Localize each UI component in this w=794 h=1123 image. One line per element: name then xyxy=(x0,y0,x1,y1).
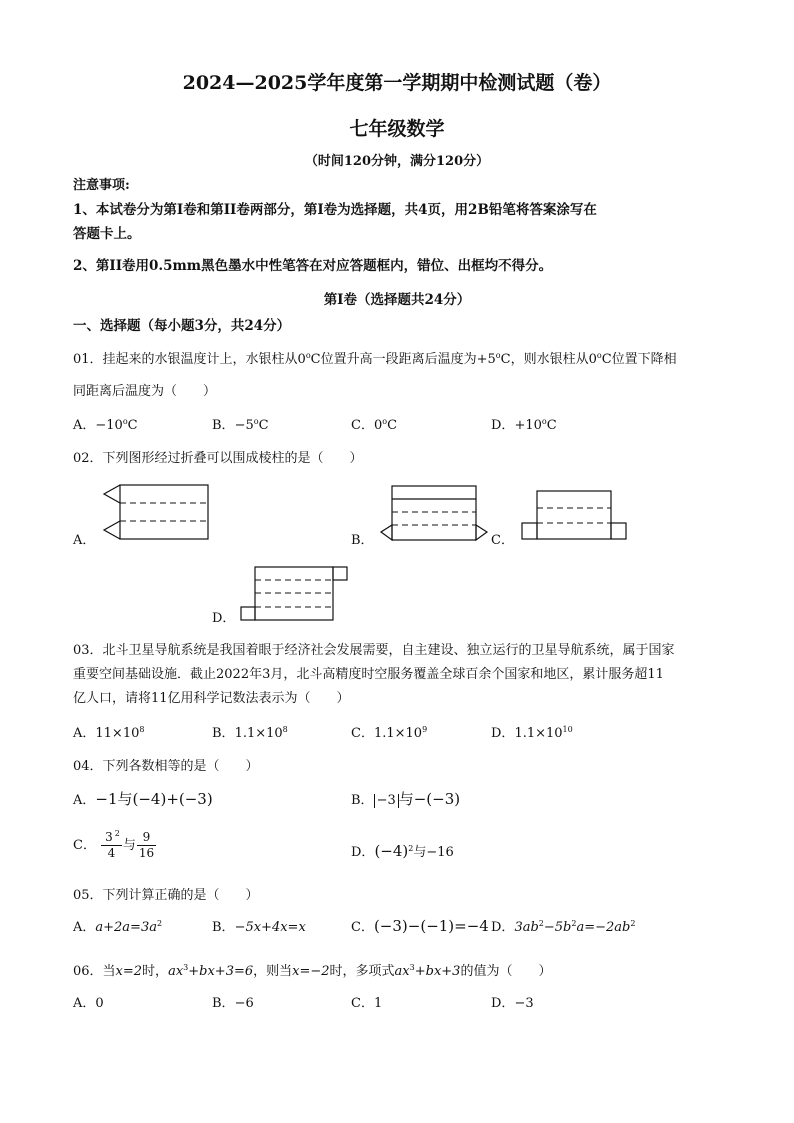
q4-option-c[interactable] xyxy=(73,830,157,861)
option-value: 0 xyxy=(95,996,104,1011)
prism-net-c[interactable] xyxy=(520,490,630,542)
option-label: B． xyxy=(351,793,374,808)
q1-plus-five: +5 xyxy=(476,352,496,367)
q1-option-a[interactable] xyxy=(73,414,138,433)
term: a=−2ab xyxy=(576,920,631,935)
q6-text: 时， xyxy=(142,964,169,979)
option-label: A． xyxy=(73,996,96,1011)
option-value: −3 xyxy=(514,996,534,1011)
option-label: C． xyxy=(351,418,374,433)
q2-option-c-label[interactable]: C． xyxy=(491,533,514,548)
option-base: (−4) xyxy=(374,842,409,860)
q1-text-a: 01．挂起来的水银温度计上，水银柱从 xyxy=(73,352,298,367)
section-heading: 一、选择题（每小题3分，共24分） xyxy=(73,318,291,334)
option-label: C． xyxy=(73,838,96,853)
option-label: B． xyxy=(212,996,235,1011)
prism-net-b[interactable] xyxy=(378,484,490,544)
q3-option-b[interactable] xyxy=(212,722,288,741)
q3-option-a[interactable] xyxy=(73,722,144,741)
option-base: 1.1×10 xyxy=(234,726,283,741)
q6-text: ，则当 xyxy=(253,964,293,979)
triangle-face xyxy=(104,521,120,539)
question-2: 02．下列图形经过折叠可以围成棱柱的是（ ） xyxy=(73,451,363,466)
q6-exponent: 3 xyxy=(409,963,415,972)
part-title: 第I卷（选择题共24分） xyxy=(323,292,471,308)
exponent: 2 xyxy=(571,919,577,928)
option-value: −5 xyxy=(234,418,254,433)
option-expr: −1与(−4)+(−3) xyxy=(95,790,213,808)
q1-unit: C xyxy=(258,418,269,433)
triangle-face xyxy=(476,525,487,540)
time-info: （时间120分钟，满分120分） xyxy=(304,154,490,169)
option-value: +10 xyxy=(514,418,542,433)
prism-net-a[interactable] xyxy=(100,484,210,542)
option-label: B． xyxy=(212,418,235,433)
fraction xyxy=(101,830,122,861)
question-3-line-1: 03．北斗卫星导航系统是我国着眼于经济社会发展需要，自主建设、独立运行的卫星导航系统，属于国家 xyxy=(73,643,675,658)
question-1-line-1 xyxy=(73,348,677,367)
q6-text: 06．当 xyxy=(73,964,116,979)
q3-option-d[interactable] xyxy=(491,722,573,741)
q6-text: 的值为（ ） xyxy=(460,964,552,979)
q5-option-d[interactable] xyxy=(491,916,635,935)
q1-text-c: ，则水银柱从 xyxy=(510,352,589,367)
q1-deg: o xyxy=(382,417,388,426)
term: −5b xyxy=(543,920,572,935)
q1-deg: o xyxy=(495,351,501,360)
q1-zero: 0 xyxy=(297,352,306,367)
option-label: D． xyxy=(491,418,515,433)
option-expr: (−3)−(−1)=−4 xyxy=(373,917,489,935)
option-value: 1 xyxy=(373,996,383,1011)
q6-exponent: 3 xyxy=(183,963,189,972)
option-expr: −5x+4x=x xyxy=(234,920,306,935)
q6-option-c[interactable] xyxy=(351,992,382,1011)
q6-option-d[interactable] xyxy=(491,992,534,1011)
exponent: 2 xyxy=(630,919,636,928)
q2-option-a-label[interactable]: A． xyxy=(73,533,96,548)
option-value: 0 xyxy=(373,418,383,433)
question-3-line-3: 亿人口，请将11亿用科学记数法表示为（ ） xyxy=(73,691,350,706)
q6-option-a[interactable] xyxy=(73,992,104,1011)
q1-unit: C xyxy=(500,352,511,367)
term: 3ab xyxy=(514,920,539,935)
side-face xyxy=(611,523,626,539)
q4-option-d[interactable] xyxy=(351,841,454,860)
note-item-1-cont: 答题卡上。 xyxy=(73,226,141,242)
q1-option-d[interactable] xyxy=(491,414,557,433)
q1-text-d: 位置下降相 xyxy=(611,352,677,367)
q1-unit: C xyxy=(310,352,321,367)
note-item-1: 1、本试卷分为第I卷和第II卷两部分，第I卷为选择题，共4页，用2B铅笔将答案涂写在 xyxy=(73,202,597,218)
question-3-line-2: 重要空间基础设施．截止2022年3月，北斗高精度时空服务覆盖全球百余个国家和地区，累计服务超11 xyxy=(73,667,664,682)
question-6 xyxy=(73,960,551,979)
q1-unit: C xyxy=(387,418,398,433)
q6-math: ax xyxy=(168,964,184,979)
option-label: D． xyxy=(351,845,375,860)
net-rect xyxy=(537,491,611,539)
option-expr: a+2a=3a xyxy=(95,920,157,935)
q5-option-c[interactable] xyxy=(351,916,489,935)
option-label: A． xyxy=(73,726,96,741)
option-value: −10 xyxy=(95,418,123,433)
option-base: 1.1×10 xyxy=(514,726,563,741)
page-subtitle: 七年级数学 xyxy=(349,118,445,140)
option-label: B． xyxy=(212,726,235,741)
q5-option-a[interactable] xyxy=(73,916,162,935)
option-label: C． xyxy=(351,920,374,935)
option-exponent: 2 xyxy=(408,844,414,853)
q1-option-c[interactable] xyxy=(351,414,397,433)
q2-option-b-label[interactable]: B． xyxy=(351,533,374,548)
q1-deg: o xyxy=(596,351,602,360)
prism-net-d[interactable] xyxy=(238,566,350,622)
q1-deg: o xyxy=(541,417,547,426)
side-face xyxy=(241,607,255,620)
triangle-face xyxy=(104,485,120,503)
q6-math: +bx+3 xyxy=(414,964,461,979)
q6-math: ax xyxy=(394,964,410,979)
exponent: 2 xyxy=(538,919,544,928)
q1-deg: o xyxy=(253,417,259,426)
q4-option-b[interactable] xyxy=(351,788,460,809)
question-4: 04．下列各数相等的是（ ） xyxy=(73,759,259,774)
option-label: D． xyxy=(491,920,515,935)
q6-option-b[interactable] xyxy=(212,992,254,1011)
side-face xyxy=(333,567,347,580)
option-exponent: 9 xyxy=(422,725,428,734)
q6-text: 时，多项式 xyxy=(329,964,395,979)
q1-zero: 0 xyxy=(588,352,597,367)
q1-text-b: 位置升高一段距离后温度为 xyxy=(320,352,477,367)
option-label: B． xyxy=(212,920,235,935)
q1-unit: C xyxy=(127,418,138,433)
option-label: C． xyxy=(351,996,374,1011)
option-expr: 与−(−3) xyxy=(398,790,461,808)
q5-option-b[interactable] xyxy=(212,916,306,935)
numerator: 9 xyxy=(137,830,156,846)
denominator: 16 xyxy=(138,846,155,860)
q1-deg: o xyxy=(305,351,311,360)
triangle-face xyxy=(381,525,392,540)
q1-unit: C xyxy=(546,418,557,433)
side-face xyxy=(522,523,537,539)
numerator xyxy=(101,830,122,846)
page-title: 2024—2025学年度第一学期期中检测试题（卷） xyxy=(182,72,612,94)
option-joiner: 与 xyxy=(122,838,136,853)
option-base: 1.1×10 xyxy=(373,726,423,741)
option-label: A． xyxy=(73,920,96,935)
q2-option-d-label[interactable]: D． xyxy=(212,611,236,626)
notes-heading: 注意事项: xyxy=(73,178,130,193)
fraction xyxy=(137,830,156,861)
option-label: D． xyxy=(491,726,515,741)
q3-option-c[interactable] xyxy=(351,722,427,741)
option-expr: 与−16 xyxy=(413,845,454,860)
q1-unit: C xyxy=(601,352,612,367)
option-label: D． xyxy=(491,996,515,1011)
exponent: 2 xyxy=(114,829,120,838)
absolute-value: −3 xyxy=(374,794,399,808)
question-5: 05．下列计算正确的是（ ） xyxy=(73,888,259,903)
q4-option-a[interactable] xyxy=(73,788,213,809)
option-exponent: 8 xyxy=(139,725,145,734)
option-value: −6 xyxy=(234,996,254,1011)
question-1-line-2: 同距离后温度为（ ） xyxy=(73,384,217,399)
q6-math: +bx+3=6 xyxy=(188,964,254,979)
option-exponent: 2 xyxy=(156,919,163,928)
net-rect xyxy=(392,486,476,540)
option-label: A． xyxy=(73,793,96,808)
q1-deg: o xyxy=(122,417,128,426)
option-exponent: 10 xyxy=(562,725,573,734)
note-item-2: 2、第II卷用0.5mm黑色墨水中性笔答在对应答题框内，错位、出框均不得分。 xyxy=(73,258,553,274)
option-label: C． xyxy=(351,726,374,741)
option-label: A． xyxy=(73,418,96,433)
option-exponent: 8 xyxy=(282,725,288,734)
q6-math: x=2 xyxy=(115,964,143,979)
q6-math: x=−2 xyxy=(292,964,330,979)
q1-option-b[interactable] xyxy=(212,414,269,433)
option-base: 11×10 xyxy=(95,726,140,741)
num-value: 3 xyxy=(105,830,113,844)
denominator: 4 xyxy=(107,846,116,860)
net-rect xyxy=(120,485,208,539)
